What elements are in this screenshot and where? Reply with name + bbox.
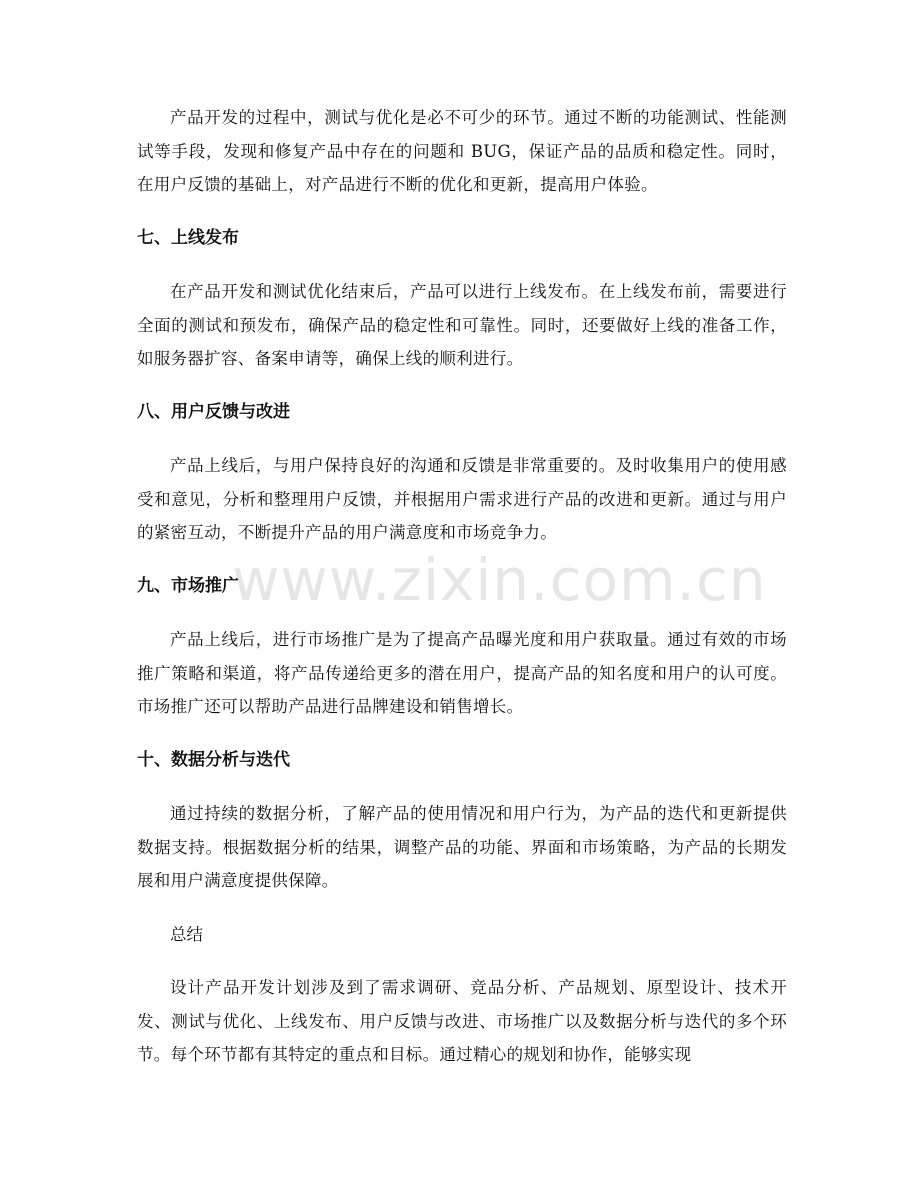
watermark: www.zixin.com.cn: [232, 546, 767, 614]
section-body-8: 产品上线后，与用户保持良好的沟通和反馈是非常重要的。及时收集用户的使用感受和意见，分析和整理用户反馈，并根据用户需求进行产品的改进和更新。通过与用户的紧密互动，不断提升产品的用户满意度和市场竞争力。: [137, 456, 787, 542]
section-heading-10: 十、数据分析与迭代: [137, 749, 290, 770]
section-body-10: 通过持续的数据分析，了解产品的使用情况和用户行为，为产品的迭代和更新提供数据支持。根据数据分析的结果，调整产品的功能、界面和市场策略，为产品的长期发展和用户满意度提供保障。: [137, 804, 787, 890]
section-heading-9: 九、市场推广: [137, 575, 239, 596]
section-heading-7: 七、上线发布: [137, 227, 239, 248]
section-body-9: 产品上线后，进行市场推广是为了提高产品曝光度和用户获取量。通过有效的市场推广策略和渠道，将产品传递给更多的潜在用户，提高产品的知名度和用户的认可度。市场推广还可以帮助产品进行品牌建设和销售增长。: [137, 630, 787, 716]
summary-label: 总结: [170, 924, 203, 944]
intro-paragraph: 产品开发的过程中，测试与优化是必不可少的环节。通过不断的功能测试、性能测试等手段，发现和修复产品中存在的问题和 BUG，保证产品的品质和稳定性。同时，在用户反馈的基础上，对产品进行不断的优化和更新，提高用户体验。: [137, 108, 787, 194]
document-page: [137, 101, 787, 1072]
section-heading-8: 八、用户反馈与改进: [137, 401, 290, 422]
summary-body: 设计产品开发计划涉及到了需求调研、竞品分析、产品规划、原型设计、技术开发、测试与优化、上线发布、用户反馈与改进、市场推广以及数据分析与迭代的多个环节。每个环节都有其特定的重点和目标。通过精心的规划和协作，能够实现: [137, 978, 787, 1064]
section-body-7: 在产品开发和测试优化结束后，产品可以进行上线发布。在上线发布前，需要进行全面的测试和预发布，确保产品的稳定性和可靠性。同时，还要做好上线的准备工作，如服务器扩容、备案申请等，确保上线的顺利进行。: [137, 282, 787, 368]
